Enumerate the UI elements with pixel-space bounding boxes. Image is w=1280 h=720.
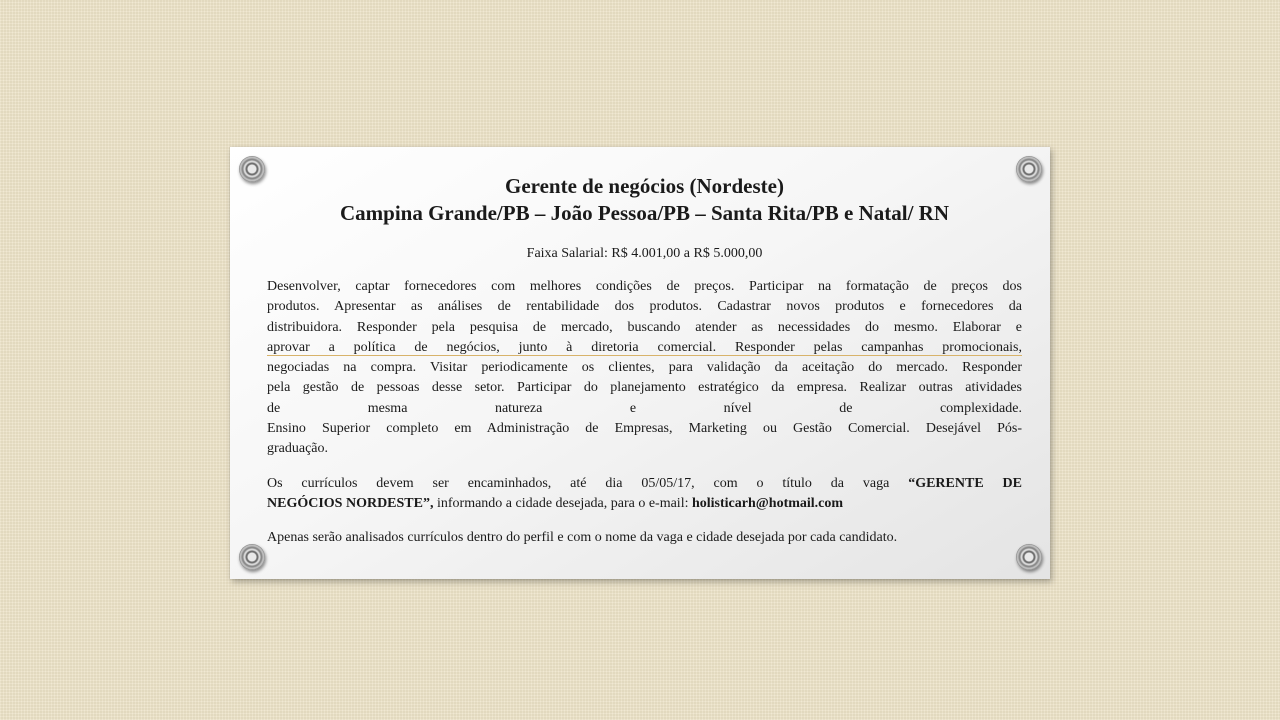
description-line: de mesma natureza e nível de complexidade. [267, 400, 1022, 416]
description-line: produtos. Apresentar as análises de rentabilidade dos produtos. Cadastrar novos produtos e fornecedores da [267, 299, 1022, 315]
requirements-line: graduação. [267, 441, 329, 457]
contact-email: holisticarh@hotmail.com [691, 495, 844, 511]
application-instructions [267, 474, 1022, 515]
highlighted-text: aprovar a política de negócios, junto à diretoria comercial. Responder pelas campanhas promocionais, [267, 339, 1022, 355]
job-title-quote-end: NEGÓCIOS NORDESTE”, [267, 495, 434, 511]
posting-content [267, 173, 1022, 549]
screw-icon [239, 156, 265, 182]
job-description [267, 277, 1022, 460]
instructions-text: informando a cidade desejada, para o e-mail: [433, 495, 692, 511]
job-locations-line: Campina Grande/PB – João Pessoa/PB – Santa Rita/PB e Natal/ RN [339, 201, 949, 225]
description-line: distribuidora. Responder pela pesquisa de mercado, buscando atender as necessidades do mesmo. Elaborar e [267, 319, 1022, 335]
description-line: negociadas na compra. Visitar periodicamente os clientes, para validação da aceitação do mercado. Responder [267, 360, 1022, 376]
salary-range: Faixa Salarial: R$ 4.001,00 a R$ 5.000,00 [526, 246, 763, 261]
job-title-line: Gerente de negócios (Nordeste) [505, 174, 784, 198]
screw-icon [239, 544, 265, 570]
description-line [267, 338, 1022, 358]
instructions-line [267, 494, 1022, 514]
job-posting-plaque [230, 147, 1050, 579]
job-title [267, 173, 1022, 227]
instructions-text: Os currículos devem ser encaminhados, até dia 05/05/17, com o título da vaga [267, 475, 890, 491]
requirements-line: Ensino Superior completo em Administração de Empresas, Marketing ou Gestão Comercial. Desejável Pós- [267, 421, 1022, 437]
instructions-line [267, 474, 1022, 494]
job-title-quote-start: “GERENTE DE [908, 475, 1022, 491]
screening-note: Apenas serão analisados currículos dentro do perfil e com o nome da vaga e cidade desejada por cada candidato. [267, 530, 898, 546]
description-line: pela gestão de pessoas desse setor. Participar do planejamento estratégico da empresa. Realizar outras atividades [267, 380, 1022, 396]
description-line: Desenvolver, captar fornecedores com melhores condições de preços. Participar na formatação de preços dos [267, 279, 1022, 294]
